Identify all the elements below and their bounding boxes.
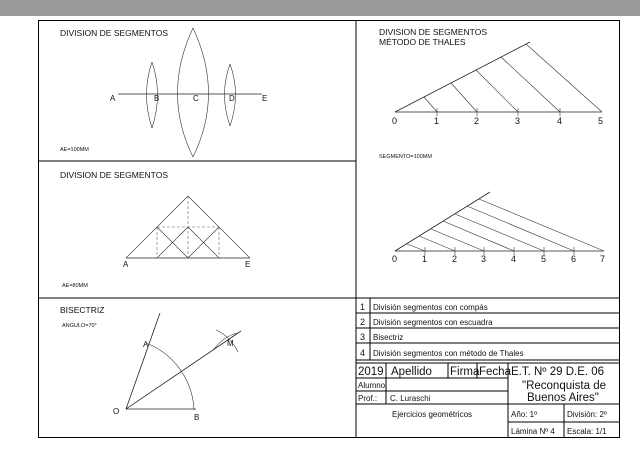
point-a: A [110, 94, 116, 103]
thales7-label-6: 6 [571, 254, 577, 264]
panel1-note: AE=100MM [60, 147, 89, 153]
panel-thales-7 [392, 192, 605, 264]
panel5-note: ANGULO=70° [62, 323, 97, 329]
panel-square-division [60, 170, 250, 289]
item-1-text: División segmentos con compás [373, 303, 488, 312]
thales7-label-5: 5 [541, 254, 547, 264]
item-3-text: Bisectriz [373, 333, 404, 342]
panel5-title: BISECTRIZ [60, 305, 105, 315]
tb-school-name-2: Buenos Aires" [527, 392, 599, 404]
tb-fecha: Fecha [479, 366, 511, 378]
thales5-label-0: 0 [392, 116, 398, 126]
thales7-label-4: 4 [511, 254, 517, 264]
item-4-num: 4 [360, 348, 366, 358]
thales5-auxiliary [395, 42, 530, 112]
thales5-label-3: 3 [515, 116, 521, 126]
tb-year: 2019 [358, 366, 384, 378]
thales5-parallels [424, 44, 602, 112]
point-b: B [154, 94, 160, 103]
tb-prof-label: Prof.: [358, 394, 378, 403]
panel-thales-5 [379, 27, 603, 160]
panel1-title: DIVISION DE SEGMENTOS [60, 28, 169, 38]
panel-bisector [60, 305, 241, 422]
arc-b-left [147, 62, 153, 128]
main-arc [146, 343, 194, 410]
panel2-note: SEGMENTO=100MM [379, 154, 432, 160]
arc-c-left [178, 28, 194, 157]
thales7-label-7: 7 [600, 254, 606, 264]
panel3-title: DIVISION DE SEGMENTOS [60, 170, 169, 180]
tb-school-name-1: "Reconquista de [522, 380, 606, 392]
thales5-label-1: 1 [434, 116, 440, 126]
tb-division: División: 2º [567, 410, 607, 419]
tb-subject: Ejercicios geométricos [392, 410, 473, 419]
thales7-label-3: 3 [481, 254, 487, 264]
point-e: E [262, 94, 268, 103]
p5-point-m: M [227, 339, 234, 348]
item-3-num: 3 [360, 332, 366, 342]
thales5-label-5: 5 [598, 116, 604, 126]
ray-oa [126, 313, 160, 409]
item-4-text: División segmentos con método de Thales [373, 349, 524, 358]
p5-point-b: B [194, 413, 200, 422]
panel2-subtitle: MÉTODO DE THALES [379, 37, 466, 47]
thales7-label-2: 2 [452, 254, 458, 264]
title-block [356, 298, 620, 438]
thales7-auxiliary [395, 192, 490, 251]
thales5-label-4: 4 [557, 116, 563, 126]
item-2-text: División segmentos con escuadra [373, 318, 493, 327]
thales5-label-2: 2 [474, 116, 480, 126]
p5-point-a: A [143, 340, 149, 349]
panel3-note: AE=80MM [62, 283, 88, 289]
tb-apellido: Apellido [391, 366, 432, 378]
point-c: C [193, 94, 199, 103]
tb-prof-name: C. Luraschi [390, 394, 431, 403]
tb-alumno-label: Alumno: [358, 381, 388, 390]
point-d: D [229, 94, 235, 103]
p3-point-a: A [123, 260, 129, 269]
tb-lamina: Lámina Nº 4 [511, 427, 555, 436]
panel-compass-division [60, 28, 267, 157]
tb-school: E.T. Nº 29 D.E. 06 [511, 366, 605, 378]
item-1-num: 1 [360, 302, 366, 312]
thales7-label-1: 1 [422, 254, 428, 264]
thales7-label-0: 0 [392, 254, 398, 264]
panel2-title: DIVISION DE SEGMENTOS [379, 27, 488, 37]
tb-escala: Escala: 1/1 [567, 427, 607, 436]
tb-anio: Año: 1º [511, 410, 538, 419]
arc-c-right [193, 28, 209, 157]
p3-point-e: E [245, 260, 251, 269]
tb-firma: Firma [450, 366, 480, 378]
top-bar [0, 0, 640, 16]
p5-point-o: O [113, 407, 120, 416]
item-2-num: 2 [360, 317, 366, 327]
